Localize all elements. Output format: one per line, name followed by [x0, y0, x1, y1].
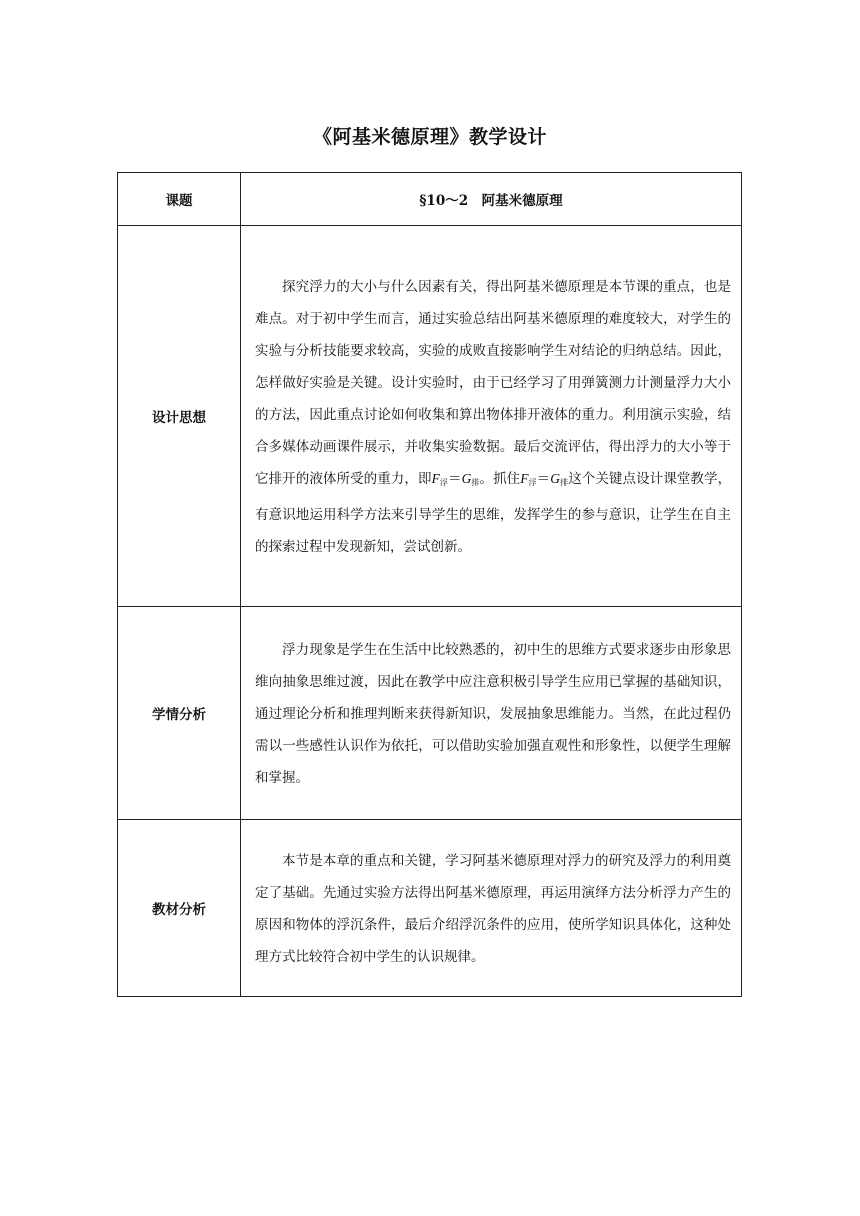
design-idea-text [241, 226, 742, 607]
learner-analysis-paragraph: 浮力现象是学生在生活中比较熟悉的，初中生的思维方式要求逐步由形象思维向抽象思维过渡，因此在教学中应注意积极引导学生应用已掌握的基础知识，通过理论分析和推理判断来获得新知识，发展抽象思维能力。当然，在此过程仍需以一些感性认识作为依托，可以借助实验加强直观性和形象性，以便学生理解和掌握。 [255, 642, 731, 786]
formula-eq: ＝ [536, 471, 551, 487]
formula-g: G [550, 471, 561, 486]
lesson-plan-table [117, 172, 742, 997]
formula-f: F [431, 471, 440, 486]
formula-g-sub: 排 [560, 478, 569, 487]
design-idea-label: 设计思想 [118, 226, 241, 607]
design-idea-text-c: 这个关键点设计课堂教学，有意识地运用科学方法来引导学生的思维，发挥学生的参与意识，让学生在自主的探索过程中发现新知，尝试创新。 [255, 471, 732, 555]
textbook-analysis-paragraph: 本节是本章的重点和关键，学习阿基米德原理对浮力的研究及浮力的利用奠定了基础。先通过实验方法得出阿基米德原理，再运用演绎方法分析浮力产生的原因和物体的浮沉条件，最后介绍浮沉条件的应用，使所学知识具体化，这种处理方式比较符合初中学生的认识规律。 [255, 853, 731, 965]
design-idea-text-b: 。抓住 [479, 471, 521, 487]
table-row [118, 226, 742, 607]
topic-value: §10～2 阿基米德原理 [241, 173, 742, 226]
formula-g-sub: 排 [471, 478, 480, 487]
design-idea-text-a: 探究浮力的大小与什么因素有关，得出阿基米德原理是本节课的重点，也是难点。对于初中学生而言，通过实验总结出阿基米德原理的难度较大，对学生的实验与分析技能要求较高，实验的成败直接影响学生对结论的归纳总结。因此，怎样做好实验是关键。设计实验时，由于已经学习了用弹簧测力计测量浮力大小的方法，因此重点讨论如何收集和算出物体排开液体的重力。利用演示实验，结合多媒体动画课件展示，并收集实验数据。最后交流评估，得出浮力的大小等于它排开的液体所受的重力，即 [255, 279, 731, 487]
table-row [118, 820, 742, 997]
learner-analysis-text [241, 607, 742, 820]
formula-g: G [461, 471, 472, 486]
table-row [118, 173, 742, 226]
formula-f-sub: 浮 [528, 478, 537, 487]
textbook-analysis-label: 教材分析 [118, 820, 241, 997]
page-title: 《阿基米德原理》教学设计 [312, 126, 547, 148]
formula-f: F [520, 471, 529, 486]
formula-eq: ＝ [447, 471, 462, 487]
formula-f-sub: 浮 [439, 478, 448, 487]
textbook-analysis-text [241, 820, 742, 997]
learner-analysis-label: 学情分析 [118, 607, 241, 820]
table-row [118, 607, 742, 820]
topic-label: 课题 [118, 173, 241, 226]
